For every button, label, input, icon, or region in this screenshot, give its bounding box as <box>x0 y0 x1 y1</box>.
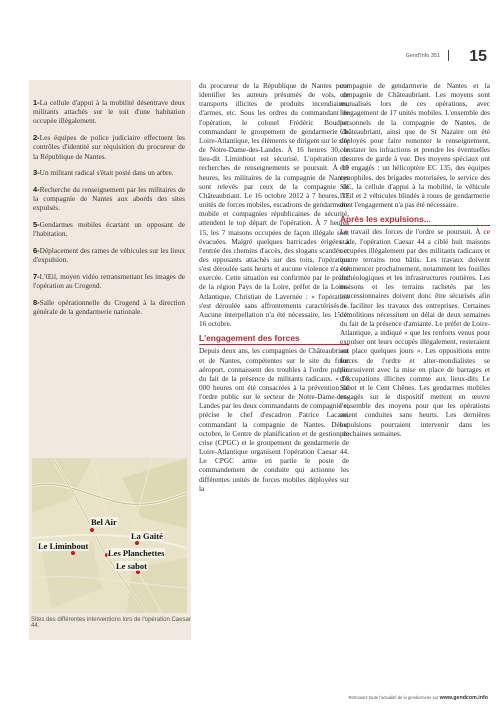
legend-text: Recherche du renseignement par les militaires de la compagnie de Nantes aux abords des sites expulsés. <box>33 184 185 213</box>
legend-item <box>33 133 185 161</box>
map-caption: Sites des différentes interventions lors de l'opération Caesar 44. <box>31 617 191 629</box>
legend-text: Salle opérationnelle du Crogend à la direction générale de la gendarmerie nationale. <box>33 297 185 316</box>
legend-text: Gendarmes mobiles écartant un opposant de l'habitation. <box>33 220 185 239</box>
legend-number: 2- <box>33 133 40 143</box>
legend-item <box>33 168 185 177</box>
map-marker <box>90 528 94 532</box>
legend-text: Les équipes de police judiciaire effectuent les contrôles d'identité sur réquisition du procureur de la République de Nantes. <box>33 133 185 161</box>
section-heading-apres-expulsions: Après les expulsions... <box>340 215 490 226</box>
legend-list <box>33 98 185 324</box>
article-paragraph: Le travail des forces de l'ordre se poursuit. À ce stade, l'opération Caesar 44 a ciblé huit maisons occupées illégalement par des militants radicaux et quatre terrains non bâtis. Les travaux doivent commencer prochainement, notamment les fouilles archéologiques et les infrastructures routières. Les maisons et les terrains rachetés par les concessionnaires doivent donc être sécurisés afin de faciliter les travaux des entreprises. Certaines démolitions nécessitent un délai de deux semaines du fait de la présence d'amiante. Le préfet de Loire-Atlantique, a indiqué « que les renforts venus pour expulser ont leurs occupés illégalement, resteraient sur place quelques jours ». Les oppositions entre forces de l'ordre et alter-mondialistes se poursuivent avec la mise en place de barrages et d'occupations illicites comme aux lieux-dits Le Sabot et le Cent Chênes. Les gendarmes mobiles engagés sur le dispositif mettent en œuvre l'ensemble des moyens pour que les opérations soient conduites sans heurts. Les dernières expulsions pourraient intervenir dans les prochaines semaines. <box>340 228 490 438</box>
page-number: 15 <box>469 48 487 65</box>
intervention-map <box>32 458 187 613</box>
magazine-name: Gend'Info 351 <box>405 53 440 59</box>
legend-number: 3- <box>33 168 40 178</box>
page-header <box>0 50 500 70</box>
legend-item <box>33 98 185 126</box>
legend-item <box>33 246 185 264</box>
legend-number: 6- <box>33 245 40 255</box>
map-label-la-gaite: La Gaité <box>131 531 163 541</box>
map-marker <box>135 541 139 545</box>
map-label-le-sabot: Le sabot <box>116 561 147 571</box>
map-label-le-liminbout: Le Liminbout <box>38 541 89 551</box>
map-marker <box>71 551 75 555</box>
legend-item <box>33 185 185 213</box>
legend-text: L'Œil, moyen vidéo retransmettant les images de l'opération au Crogend. <box>33 271 185 291</box>
legend-text: La cellule d'appui à la mobilité désentrave deux militants attachés sur le toit d'une habitation occupée illégalement. <box>33 98 185 126</box>
footer-url-link[interactable]: www.gendcom.info <box>439 695 488 701</box>
legend-number: 8- <box>33 297 40 307</box>
legend-number: 1- <box>33 98 40 107</box>
legend-item <box>33 220 185 238</box>
legend-number: 5- <box>33 220 40 230</box>
page-footer <box>349 695 488 701</box>
header-divider <box>448 50 449 61</box>
map-label-les-planchettes: Les Planchettes <box>108 548 165 558</box>
article-column-1 <box>199 82 349 497</box>
legend-item <box>33 298 185 316</box>
legend-number: 7- <box>33 271 40 281</box>
article-paragraph: compagnie de gendarmerie de Nantes et la compagnie de Châteaubriant. Les moyens sont mutualisés lors de ces opérations, avec l'engagement de 17 unités mobiles. L'ensemble des personnels de la compagnie de Nantes, de Châteaubriant, ainsi que de St Nazaire ont été déployés pour faire remonter le renseignement, constater les infractions et prendre les éventuelles mesures de garde à vue. Des moyens spéciaux ont été engagés : un hélicoptère EC 135, des équipes cynophiles, des brigades motorisées, le service des SIC, la cellule d'appui à la mobilité, le véhicule l'Œil et 2 véhicules blindés à roues de gendarmerie dont l'engagement n'a pas été nécessaire. <box>340 82 490 210</box>
legend-text: Un militant radical s'était posté dans un arbre. <box>39 168 174 178</box>
footer-text: Retrouvez toute l'actualité de la gendarmerie sur <box>348 695 439 700</box>
legend-number: 4- <box>33 184 40 194</box>
article-column-2 <box>340 82 490 442</box>
article-paragraph: du procureur de la République de Nantes pour identifier les auteurs présumés de vols, de transports illicites de produits incendiaires, d'armes, etc. Sous les ordres du commandant de l'opération, le colonel Frédéric Boudier, commandant le groupement de gendarmerie de Loire-Atlantique, les éléments se dirigent sur le site de Notre-Dame-des-Landes. À 16 heures 30, le lieu-dit Liminbout est sécurisé. L'opération de recherches de renseignements se poursuit. À 19 heures, les militaires de la compagnie de Nantes sont relevés par ceux de la compagnie de Châteaubriant. Le 16 octobre 2012 à 7 heures, 17 unités de forces mobiles, escadrons de gendarmerie mobile et compagnies républicaines de sécurité, attendent le top départ de l'opération. À 7 heures 15, les 7 maisons occupées de façon illégale sont évacuées. Malgré quelques barricades érigées à l'entrée des chemins d'accès, des slogans scandés et des opposants attachés sur des toits, l'opération s'est déroulée sans heurts et aucune violence n'a été exercée. Cette situation est confirmée par le préfet de la région Pays de la Loire, préfet de la Loire-Atlantique, Christian de Lavernée : « l'opération s'est déroulée sans affrontements caractérisés ». Aucune interpellation n'a été nécessaire, les 15 et 16 octobre. <box>199 82 349 329</box>
section-heading-engagement: L'engagement des forces <box>199 334 349 345</box>
legend-item <box>33 272 185 290</box>
article-paragraph: Depuis deux ans, les compagnies de Châteaubriant et de Nantes, compétentes sur le site du futur aéroport, connaissent des troubles à l'ordre public du fait de la présence de militants radicaux. « 18 000 heures ont été consacrées à la prévention de l'ordre public sur le secteur de Notre-Dame-des-Landes par les deux commandants de compagnie », précise le chef d'escadron Patrice Lacaze, commandant la compagnie de Nantes. Début octobre, le Centre de planification et de gestion de crise (CPGC) et le groupement de gendarmerie de Loire-Atlantique organisent l'opération Caesar 44. Le CPGC arme en partie le poste de commandement de conduite qui actionne les différentes unités de forces mobiles déployées sur la <box>199 347 349 493</box>
legend-text: Déplacement des rames de véhicules sur les lieux d'expulsion. <box>33 245 185 265</box>
map-label-bel-air: Bel Air <box>91 517 117 527</box>
